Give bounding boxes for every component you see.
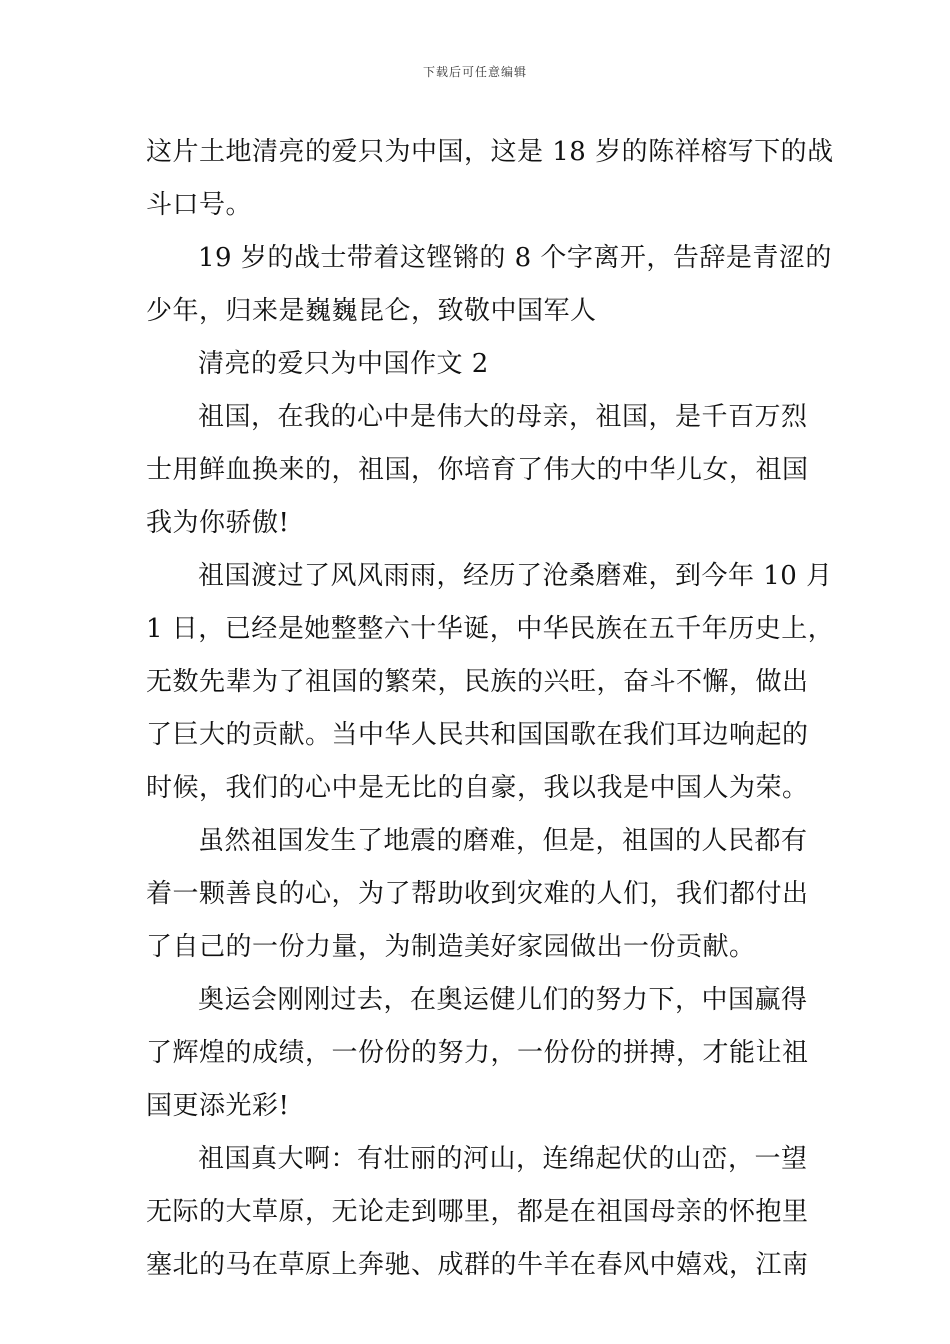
text-line: 19 岁的战士带着这铿锵的 8 个字离开，告辞是青涩的 xyxy=(198,243,832,273)
text-line: 士用鲜血换来的，祖国，你培育了伟大的中华儿女，祖国 xyxy=(146,455,809,485)
text-line: 虽然祖国发生了地震的磨难，但是，祖国的人民都有 xyxy=(198,826,808,856)
text-line: 了巨大的贡献。当中华人民共和国国歌在我们耳边响起的 xyxy=(146,720,809,750)
text-line: 无数先辈为了祖国的繁荣，民族的兴旺，奋斗不懈，做出 xyxy=(146,667,809,697)
text-line: 我为你骄傲! xyxy=(146,508,290,538)
text-line: 无际的大草原，无论走到哪里，都是在祖国母亲的怀抱里 xyxy=(146,1197,809,1227)
page-header: 下载后可任意编辑 xyxy=(422,65,527,79)
document-body xyxy=(146,126,835,1292)
text-line: 这片土地清亮的爱只为中国，这是 18 岁的陈祥榕写下的战 xyxy=(146,137,834,167)
text-line: 少年，归来是巍巍昆仑，致敬中国军人 xyxy=(146,296,597,326)
text-line: 了辉煌的成绩，一份份的努力，一份份的拼搏，才能让祖 xyxy=(146,1038,809,1068)
text-line: 祖国渡过了风风雨雨，经历了沧桑磨难，到今年 10 月 xyxy=(198,561,833,591)
text-line: 奥运会刚刚过去，在奥运健儿们的努力下，中国赢得 xyxy=(198,985,808,1015)
text-line: 1 日，已经是她整整六十华诞，中华民族在五千年历史上， xyxy=(146,614,835,644)
text-line: 国更添光彩! xyxy=(146,1091,290,1121)
text-line: 祖国，在我的心中是伟大的母亲，祖国，是千百万烈 xyxy=(198,402,808,432)
text-line: 时候，我们的心中是无比的自豪，我以我是中国人为荣。 xyxy=(146,773,809,803)
text-line: 斗口号。 xyxy=(146,190,253,220)
text-line: 塞北的马在草原上奔驰、成群的牛羊在春风中嬉戏，江南 xyxy=(146,1250,809,1280)
text-line: 祖国真大啊：有壮丽的河山，连绵起伏的山峦，一望 xyxy=(198,1144,808,1174)
text-line: 了自己的一份力量，为制造美好家园做出一份贡献。 xyxy=(146,932,756,962)
text-line: 着一颗善良的心，为了帮助收到灾难的人们，我们都付出 xyxy=(146,879,809,909)
section-title: 清亮的爱只为中国作文 2 xyxy=(198,349,489,379)
